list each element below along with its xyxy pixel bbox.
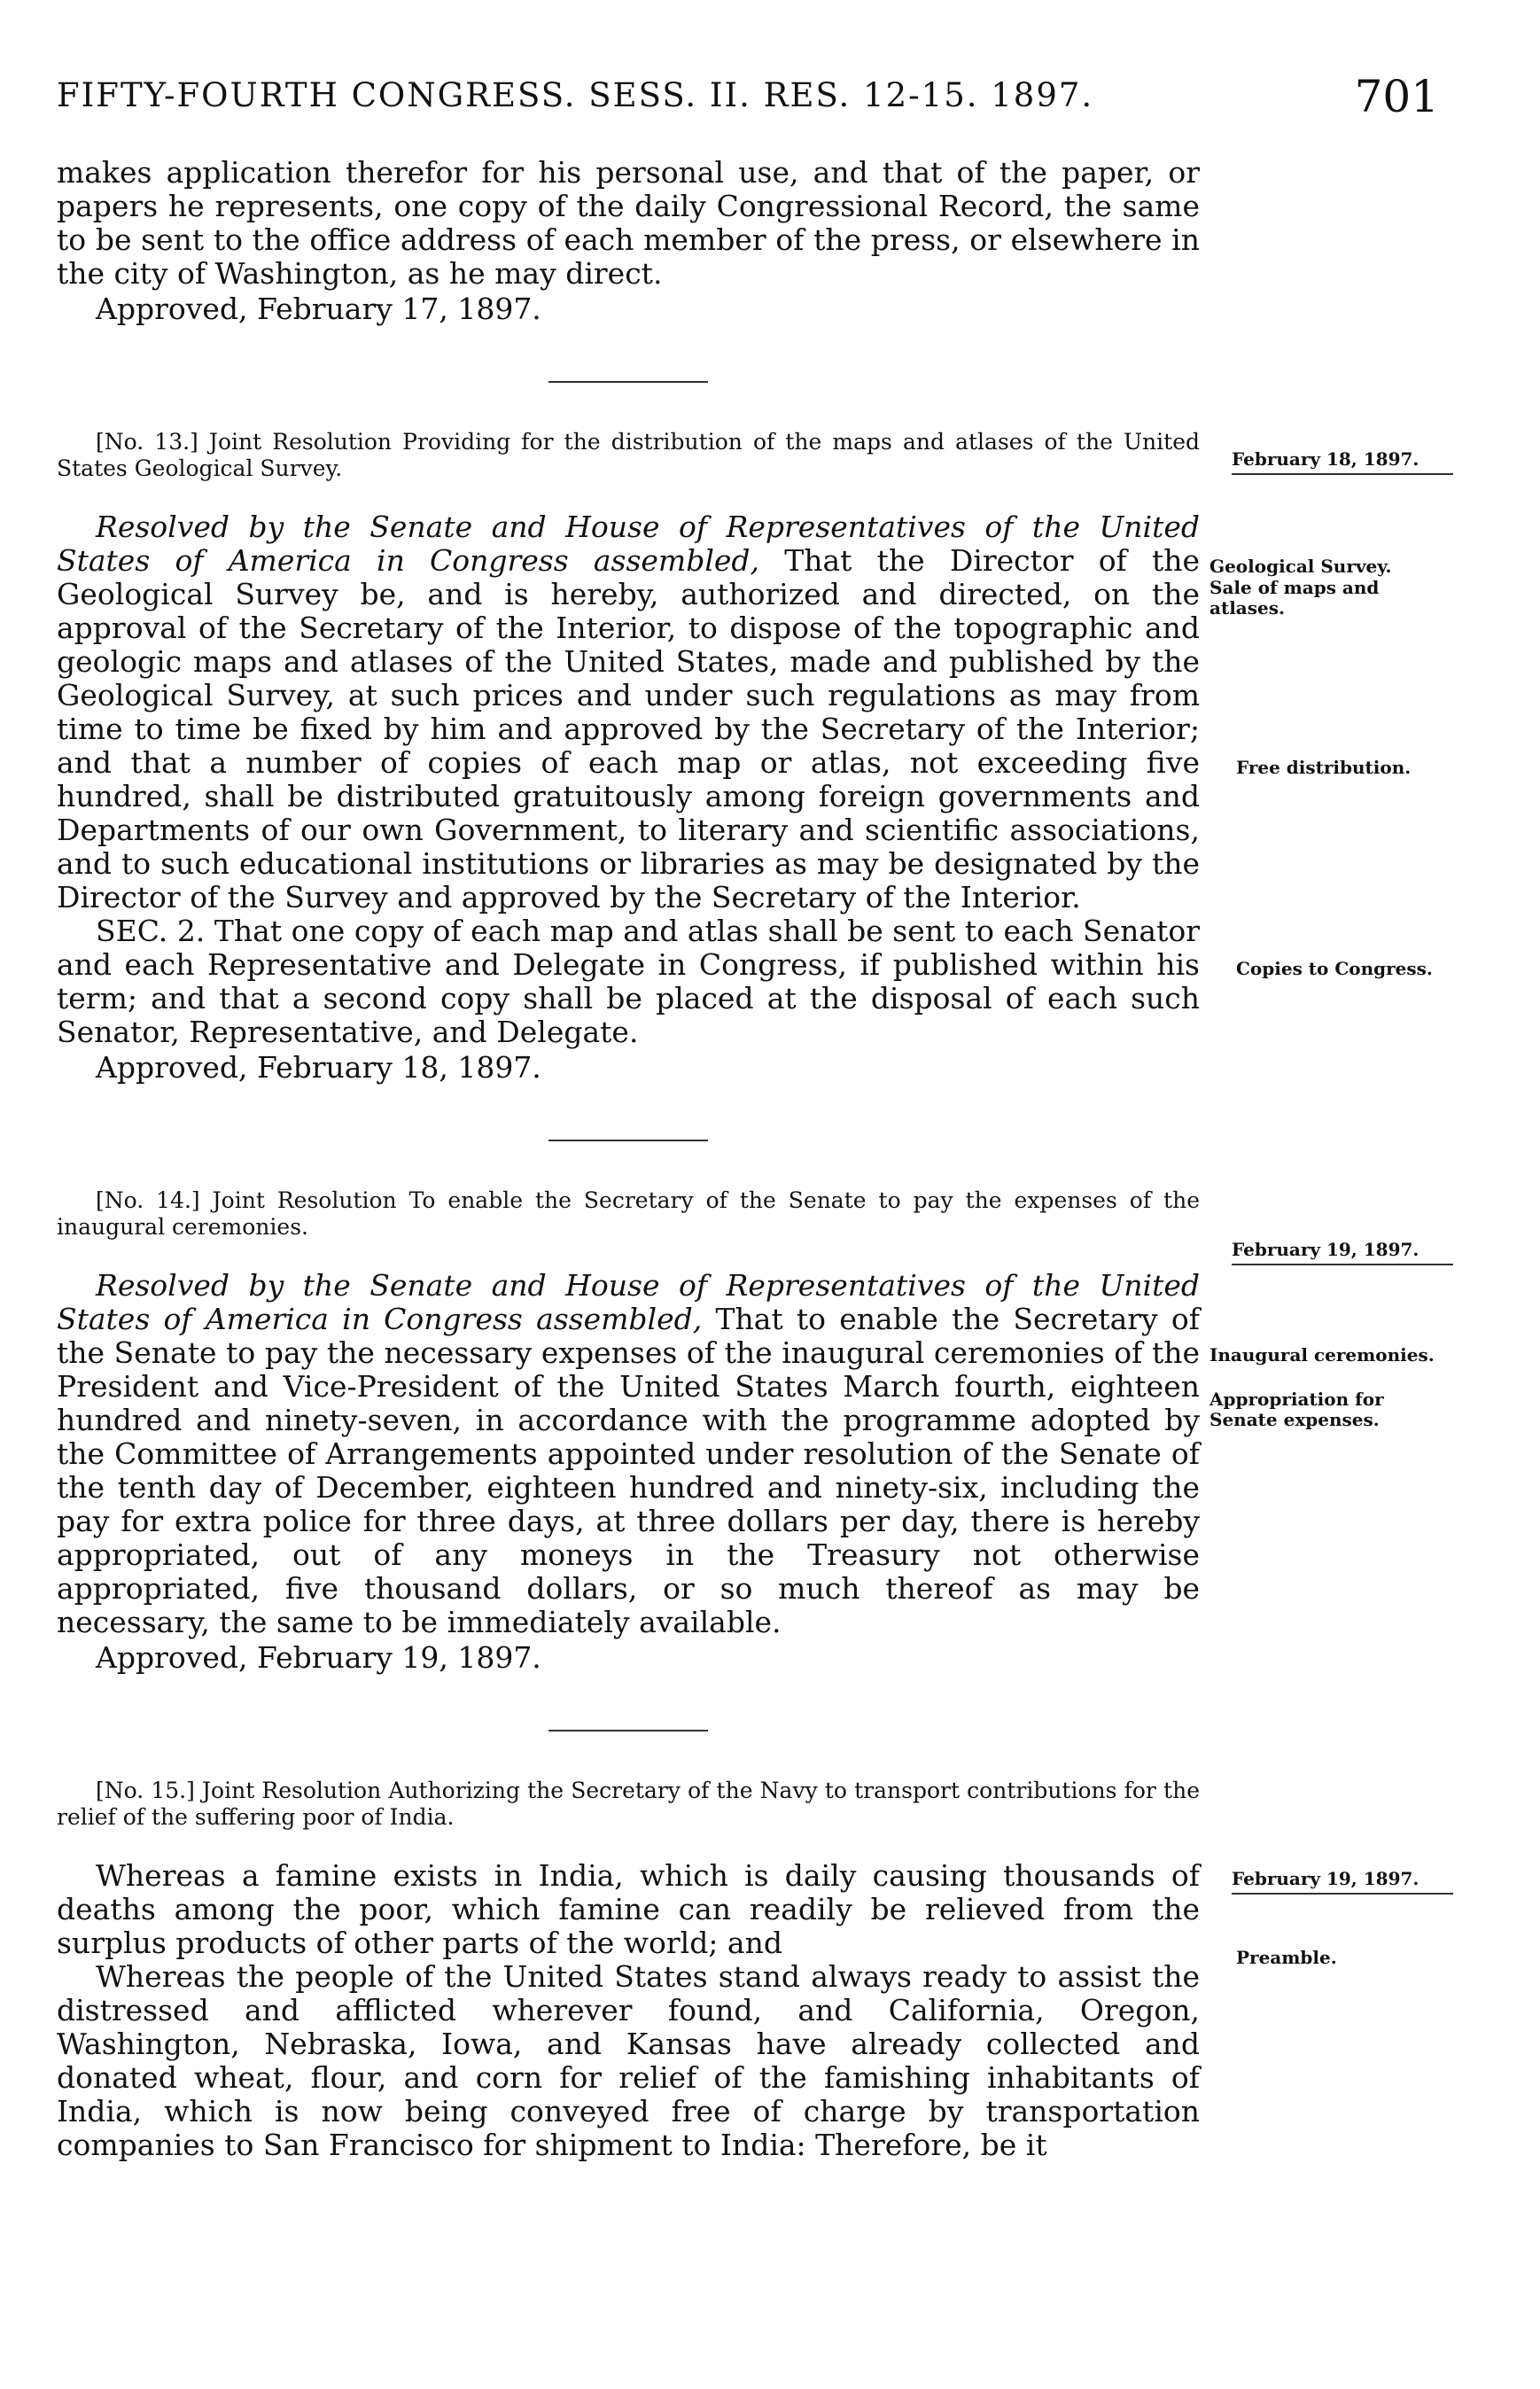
res15-date-note: February 19, 1897. [1232, 1868, 1453, 1895]
res13-date-note: February 18, 1897. [1232, 448, 1453, 475]
margin-note-inaugural-ceremonies: Inaugural ceremonies. [1209, 1344, 1435, 1366]
margin-note-free-distribution: Free distribution. [1236, 757, 1412, 778]
page-header [57, 71, 1439, 129]
page-number: 701 [1354, 71, 1439, 122]
margin-note-geological-survey: Geological Survey. [1209, 556, 1392, 577]
res14-body: That to enable the Secretary of the Senate to pay the necessary expenses of the inaugural ceremonies of the President and Vice-President of the United States March fourth, eighteen hundred and ninety-seven, in accordance with the programme adopted by the Committee of Arrangements appointed under resolution of the Senate of the tenth day of December, eighteen hundred and ninety-six, including the pay for extra police for three days, at three dollars per day, there is hereby appropriated, out of any moneys in the Treasury not otherwise appropriated, five thousand dollars, or so much thereof as may be necessary, the same to be immediately available. [57, 1302, 1201, 1639]
margin-note-preamble: Preamble. [1236, 1947, 1337, 1968]
res13-resolved-clause: Resolved by the Senate and House of Representatives of the United States of America in Congress assembled, [57, 510, 1200, 578]
margin-note-sale-of-maps: Sale of maps and atlases. [1209, 577, 1380, 619]
res14-title: [No. 14.] Joint Resolution To enable the Secretary of the Senate to pay the expenses of the inaugural ceremonies. [57, 1187, 1200, 1240]
res15-preamble-2: Whereas the people of the United States stand always ready to assist the distressed and afflicted wherever found, and California, Oregon, Washington, Nebraska, Iowa, and Kansas have already collected and donated wheat, flour, and corn for relief of the famishing inhabitants of India, which is now being conveyed free of charge by transportation companies to San Francisco for shipment to India: Therefore, be it [57, 1959, 1200, 2162]
res13-sec2-body: That one copy of each map and atlas shall be sent to each Senator and each Representative and Delegate in Congress, if published within his term; and that a second copy shall be placed at the disposal of each such Senator, Representative, and Delegate. [57, 914, 1200, 1049]
res15-title: [No. 15.] Joint Resolution Authorizing the Secretary of the Navy to transport contributions for the relief of the suffering poor of India. [57, 1778, 1200, 1830]
res14-enactment [57, 1269, 1200, 1639]
margin-note-appropriation: Appropriation for Senate expenses. [1209, 1389, 1384, 1430]
res13-enactment [57, 510, 1200, 914]
intro-approved: Approved, February 17, 1897. [96, 292, 541, 326]
margin-note-copies-to-congress: Copies to Congress. [1236, 958, 1433, 979]
intro-text: makes application therefor for his personal use, and that of the paper, or papers he represents, one copy of the daily Congressional Record, the same to be sent to the office address of each member of the press, or elsewhere in the city of Washington, as he may direct. [57, 155, 1200, 291]
res15-preamble-1: Whereas a famine exists in India, which is daily causing thousands of deaths among the poor, which famine can readily be relieved from the surplus products of other parts of the world; and [57, 1858, 1200, 1960]
res14-resolved-clause: Resolved by the Senate and House of Representatives of the United States of America in Congress assembled, [57, 1268, 1200, 1336]
section-divider [548, 1730, 708, 1731]
running-head: FIFTY-FOURTH CONGRESS. SESS. II. RES. 12-15. 1897. [57, 76, 1094, 114]
res13-body: That the Director of the Geological Survey be, and is hereby, authorized and directed, on the approval of the Secretary of the Interior, to dispose of the topographic and geologic maps and atlases of the United States, made and published by the Geological Survey, at such prices and under such regulations as may from time to time be fixed by him and approved by the Secretary of the Interior; and that a number of copies of each map or atlas, not exceeding five hundred, shall be distributed gratuitously among foreign governments and Departments of our own Government, to literary and scientific associations, and to such educational institutions or libraries as may be designated by the Director of the Survey and approved by the Secretary of the Interior. [57, 543, 1200, 914]
res14-date-note: February 19, 1897. [1232, 1239, 1453, 1265]
res14-approved: Approved, February 19, 1897. [96, 1640, 541, 1675]
main-text-column [57, 156, 1200, 2162]
res13-section-2 [57, 914, 1200, 1049]
res13-approved: Approved, February 18, 1897. [96, 1050, 541, 1085]
section-divider [548, 1140, 708, 1141]
section-divider [548, 381, 708, 383]
res13-title: [No. 13.] Joint Resolution Providing for the distribution of the maps and atlases of the United States Geological Survey. [57, 429, 1200, 481]
res13-sec2-label: SEC. 2. [96, 914, 206, 948]
